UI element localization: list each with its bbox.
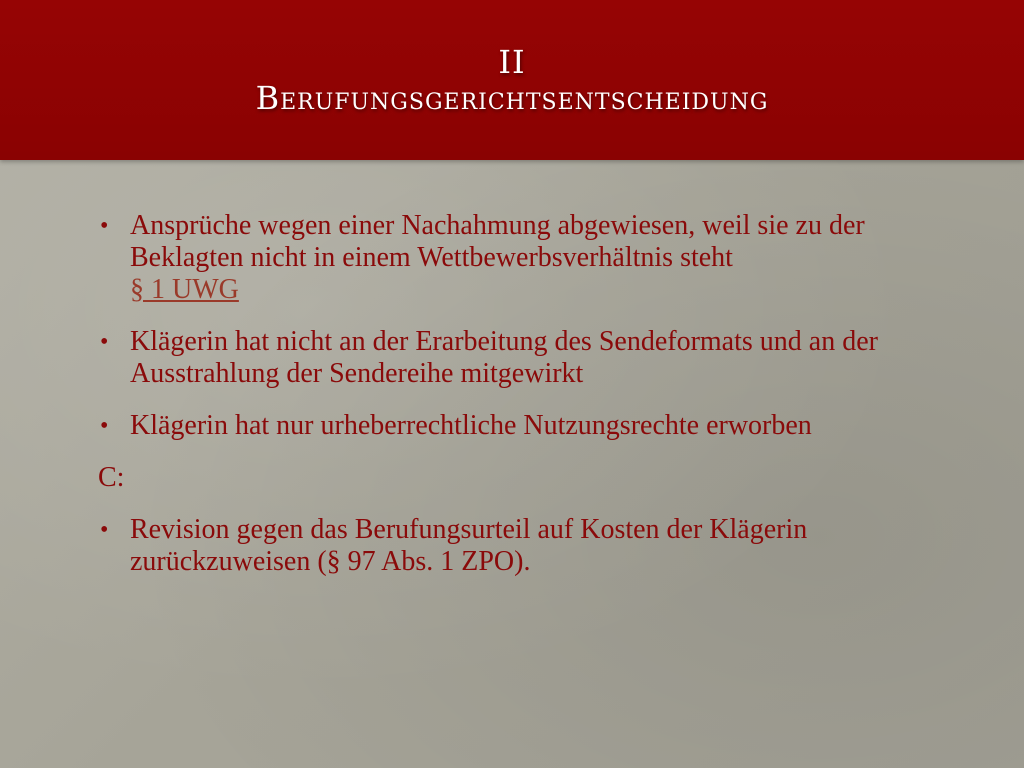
slide-content [98, 210, 938, 598]
uwg-link[interactable]: § 1 UWG [130, 274, 239, 305]
bullet-item [98, 410, 938, 442]
bullet-text: Klägerin hat nicht an der Erarbeitung des Sendeformats und an der Ausstrahlung der Sendereihe mitgewirkt [130, 326, 878, 389]
bullet-item [98, 326, 938, 390]
bullet-text: Revision gegen das Berufungsurteil auf Kosten der Klägerin zurückzuweisen (§ 97 Abs. 1 ZPO). [130, 514, 808, 577]
bullet-dot: • [100, 413, 109, 439]
slide-title-line-2: Berufungsgerichtsentscheidung [255, 79, 769, 117]
bullet-dot: • [100, 329, 109, 355]
bullet-dot: • [100, 517, 109, 543]
bullet-text: Ansprüche wegen einer Nachahmung abgewiesen, weil sie zu der Beklagten nicht in einem Wettbewerbsverhältnis steht [130, 210, 865, 273]
bullet-dot: • [100, 213, 109, 239]
section-label: C: [98, 462, 125, 493]
bullet-item [98, 210, 938, 306]
slide-title-line-1: II [498, 43, 526, 81]
bullet-item [98, 514, 938, 578]
slide-title [0, 44, 1024, 116]
bullet-text: Klägerin hat nur urheberrechtliche Nutzungsrechte erworben [130, 410, 812, 441]
title-band [0, 0, 1024, 160]
